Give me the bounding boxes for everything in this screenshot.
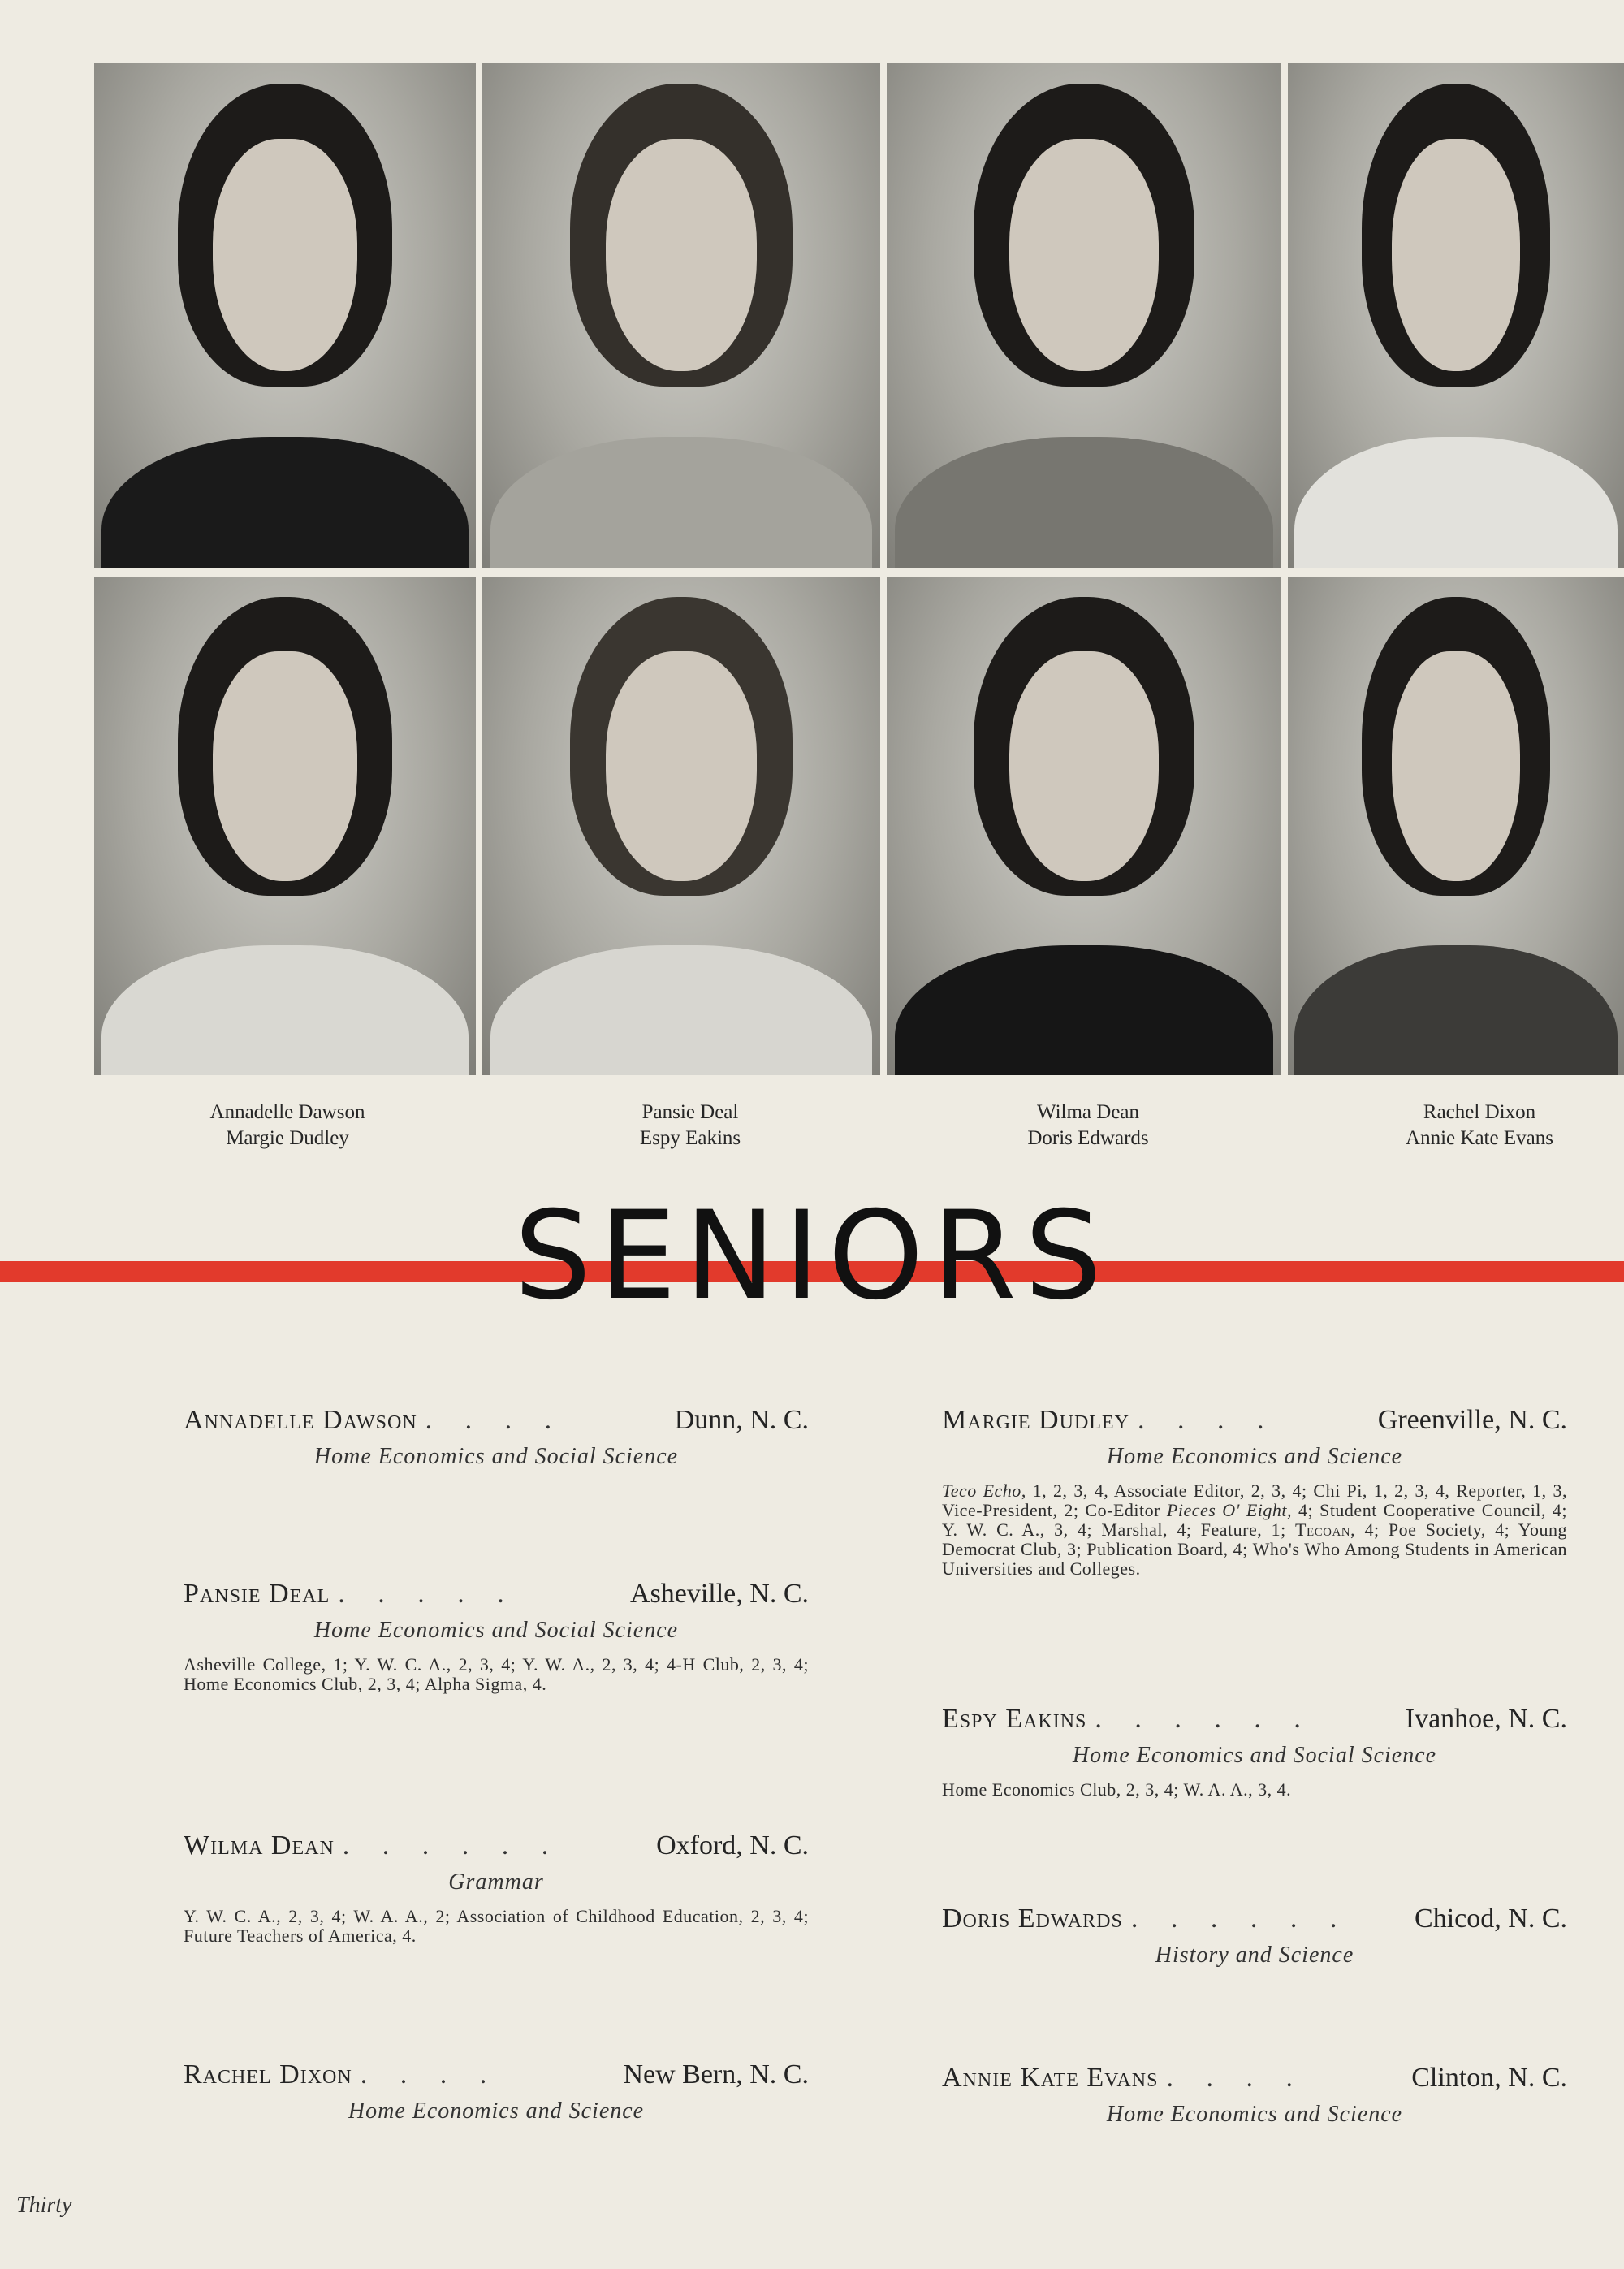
- entry-name: Annadelle Dawson: [184, 1405, 417, 1435]
- entry-name: Annie Kate Evans: [942, 2063, 1159, 2093]
- entry-activities: Home Economics Club, 2, 3, 4; W. A. A., 3, 4.: [942, 1779, 1292, 1800]
- senior-entry-pansie-deal: [184, 1577, 809, 1694]
- caption-bottom-name: Margie Dudley: [226, 1127, 349, 1149]
- face-shape: [606, 139, 757, 371]
- senior-entry-rachel-dixon: [184, 2058, 809, 2128]
- portrait-photo-margie-dudley: [94, 577, 476, 1075]
- entry-field-of-study: Home Economics and Social Science: [313, 1444, 679, 1469]
- entry-hometown: Chicod, N. C.: [1415, 1904, 1567, 1934]
- senior-entry-annie-kate-evans: [942, 2061, 1567, 2131]
- photo-captions: [0, 1100, 1624, 1173]
- caption-column-3: [918, 1100, 1259, 1152]
- entry-leader-dots: . . . . . .: [1130, 1904, 1350, 1934]
- entry-activities: Y. W. C. A., 2, 3, 4; W. A. A., 2; Association of Childhood Education, 2, 3, 4; Future Teachers of America, 4.: [184, 1906, 809, 1946]
- face-shape: [1392, 139, 1519, 371]
- entry-leader-dots: . . . . . .: [342, 1830, 562, 1861]
- portrait-photo-annadelle-dawson: [94, 63, 476, 568]
- senior-entry-annadelle-dawson: [184, 1403, 809, 1473]
- entry-hometown: Oxford, N. C.: [656, 1830, 809, 1861]
- entry-header: [184, 1577, 809, 1611]
- entry-name: Doris Edwards: [942, 1904, 1123, 1934]
- portrait-photo-pansie-deal: [482, 63, 880, 568]
- entry-field-of-study: Home Economics and Science: [348, 2098, 645, 2124]
- caption-bottom-name: Annie Kate Evans: [1406, 1127, 1553, 1149]
- caption-column-1: [117, 1100, 458, 1152]
- entry-hometown: Ivanhoe, N. C.: [1405, 1704, 1567, 1734]
- entry-name: Rachel Dixon: [184, 2059, 352, 2090]
- sweater-shape: [490, 945, 872, 1075]
- activity-text: , 4; Student Cooperative Council, 4; Y. W. C. A., 3, 4; Marshal, 4; Feature, 1;: [942, 1500, 1567, 1540]
- sweater-shape: [895, 437, 1274, 568]
- entry-leader-dots: . . . .: [1137, 1405, 1277, 1435]
- entry-header: [184, 1829, 809, 1863]
- sweater-shape: [102, 437, 468, 568]
- face-shape: [1009, 651, 1160, 880]
- entry-header: [942, 1902, 1567, 1936]
- entry-activities: [942, 1481, 1567, 1579]
- entry-leader-dots: . . . . . .: [1095, 1704, 1314, 1734]
- senior-entry-wilma-dean: [184, 1829, 809, 1946]
- entry-field-of-study: Grammar: [448, 1869, 544, 1895]
- face-shape: [606, 651, 757, 880]
- caption-top-name: Wilma Dean: [1036, 1101, 1140, 1123]
- entry-header: [942, 2061, 1567, 2095]
- entry-name: Pansie Deal: [184, 1579, 330, 1609]
- entry-field-of-study: History and Science: [1155, 1943, 1354, 1968]
- page-number: Thirty: [16, 2193, 72, 2218]
- activity-publication-title: Pieces O' Eight: [1166, 1500, 1288, 1520]
- portrait-photo-annie-kate-evans: [1288, 577, 1624, 1075]
- senior-entry-doris-edwards: [942, 1902, 1567, 1972]
- sweater-shape: [1294, 945, 1617, 1075]
- caption-column-4: [1309, 1100, 1624, 1152]
- portrait-photo-wilma-dean: [887, 63, 1281, 568]
- entry-hometown: Dunn, N. C.: [674, 1405, 809, 1435]
- entry-field-of-study: Home Economics and Science: [1106, 1444, 1403, 1469]
- page-heading: SENIORS: [514, 1186, 1110, 1327]
- face-shape: [1392, 651, 1519, 880]
- entry-field-of-study: Home Economics and Social Science: [313, 1618, 679, 1643]
- entry-activities: Asheville College, 1; Y. W. C. A., 2, 3, 4; Y. W. A., 2, 3, 4; 4-H Club, 2, 3, 4; Home Economics Club, 2, 3, 4; Alpha Sigma, 4.: [184, 1654, 809, 1694]
- caption-column-2: [520, 1100, 861, 1152]
- entry-header: [942, 1403, 1567, 1437]
- entry-hometown: New Bern, N. C.: [623, 2059, 809, 2090]
- entry-leader-dots: . . . .: [1166, 2063, 1306, 2093]
- sweater-shape: [102, 945, 468, 1075]
- caption-top-name: Pansie Deal: [641, 1101, 739, 1123]
- entry-header: [184, 2058, 809, 2092]
- entry-field-of-study: Home Economics and Science: [1106, 2102, 1403, 2127]
- entry-hometown: Asheville, N. C.: [629, 1579, 809, 1609]
- entry-name: Espy Eakins: [942, 1704, 1087, 1734]
- portrait-photo-espy-eakins: [482, 577, 880, 1075]
- sweater-shape: [490, 437, 872, 568]
- entry-header: [942, 1702, 1567, 1736]
- entry-leader-dots: . . . .: [425, 1405, 565, 1435]
- entry-leader-dots: . . . .: [360, 2059, 500, 2090]
- activity-text: , 1, 2, 3, 4, Associate Editor, 2, 3, 4; Chi Pi, 1, 2, 3, 4, Reporter, 1, 3, Vice-President, 2; Co-Editor: [942, 1480, 1567, 1520]
- senior-entry-margie-dudley: [942, 1403, 1567, 1579]
- entry-header: [184, 1403, 809, 1437]
- face-shape: [213, 139, 358, 371]
- face-shape: [213, 651, 358, 880]
- entry-name: Wilma Dean: [184, 1830, 335, 1861]
- entry-field-of-study: Home Economics and Social Science: [1072, 1743, 1437, 1768]
- activity-text: , 4; Poe Society, 4; Young Democrat Club, 3; Publication Board, 4; Who's Who Among Students in American Universities and Colleges.: [942, 1519, 1567, 1579]
- blouse-shape: [1294, 437, 1617, 568]
- entry-leader-dots: . . . . .: [338, 1579, 517, 1609]
- entry-name: Margie Dudley: [942, 1405, 1129, 1435]
- dress-shape: [895, 945, 1274, 1075]
- portrait-photo-doris-edwards: [887, 577, 1281, 1075]
- caption-bottom-name: Doris Edwards: [1027, 1127, 1149, 1149]
- caption-top-name: Annadelle Dawson: [209, 1101, 365, 1123]
- entry-hometown: Clinton, N. C.: [1411, 2063, 1567, 2093]
- face-shape: [1009, 139, 1160, 371]
- entry-hometown: Greenville, N. C.: [1377, 1405, 1567, 1435]
- caption-top-name: Rachel Dixon: [1423, 1101, 1536, 1123]
- activity-publication-title: Tecoan: [1295, 1519, 1351, 1540]
- caption-bottom-name: Espy Eakins: [639, 1127, 741, 1149]
- senior-entry-espy-eakins: [942, 1702, 1567, 1800]
- portrait-photo-rachel-dixon: [1288, 63, 1624, 568]
- activity-publication-title: Teco Echo: [942, 1480, 1021, 1501]
